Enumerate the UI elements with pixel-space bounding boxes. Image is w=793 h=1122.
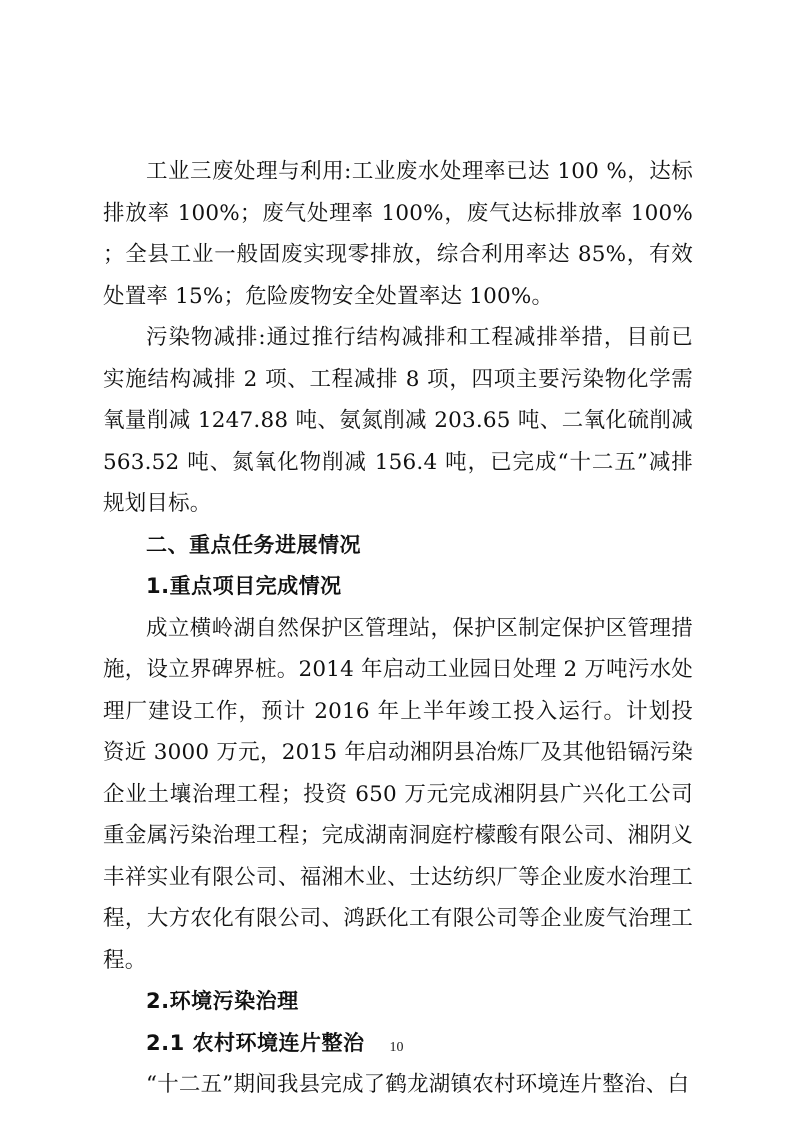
paragraph-pollutant-reduction: 污染物减排:通过推行结构减排和工程减排举措，目前已实施结构减排 2 项、工程减排 8 项，四项主要污染物化学需氧量削减 1247.88 吨、氨氮削减 203.65 吨、二氧化硫削减 563.52 吨、氮氧化物削减 156.4 吨，已完成“十二五”减排规划目标。 xyxy=(103,325,693,516)
section-heading-key-tasks: 二、重点任务进展情况 xyxy=(146,532,361,557)
subsection-heading-key-projects: 1.重点项目完成情况 xyxy=(146,574,342,598)
paragraph-industrial-waste: 工业三废处理与利用:工业废水处理率已达 100 %，达标排放率 100%；废气处理率 100%，废气达标排放率 100% ；全县工业一般固废实现零排放，综合利用率达 85%，有效处置率 15%；危险废物安全处置率达 100%。 xyxy=(103,159,693,309)
document-body xyxy=(103,151,693,1106)
paragraph-rural-environment: “十二五”期间我县完成了鹤龙湖镇农村环境连片整治、白 xyxy=(146,1072,690,1097)
paragraph-key-projects: 成立横岭湖自然保护区管理站，保护区制定保护区管理措施，设立界碑界桩。2014 年启动工业园日处理 2 万吨污水处理厂建设工作，预计 2016 年上半年竣工投入运行。计划投资近 3000 万元，2015 年启动湘阴县冶炼厂及其他铅镉污染企业土壤治理工程；投资 650 万元完成湘阴县广兴化工公司重金属污染治理工程；完成湖南洞庭柠檬酸有限公司、湘阴义丰祥实业有限公司、福湘木业、士达纺织厂等企业废水治理工程，大方农化有限公司、鸿跃化工有限公司等企业废气治理工程。 xyxy=(103,615,693,973)
subsection-heading-pollution-control: 2.环境污染治理 xyxy=(146,989,299,1013)
page-number: 10 xyxy=(389,1040,404,1055)
subsection-heading-rural-environment: 2.1 农村环境连片整治 xyxy=(146,1030,365,1055)
